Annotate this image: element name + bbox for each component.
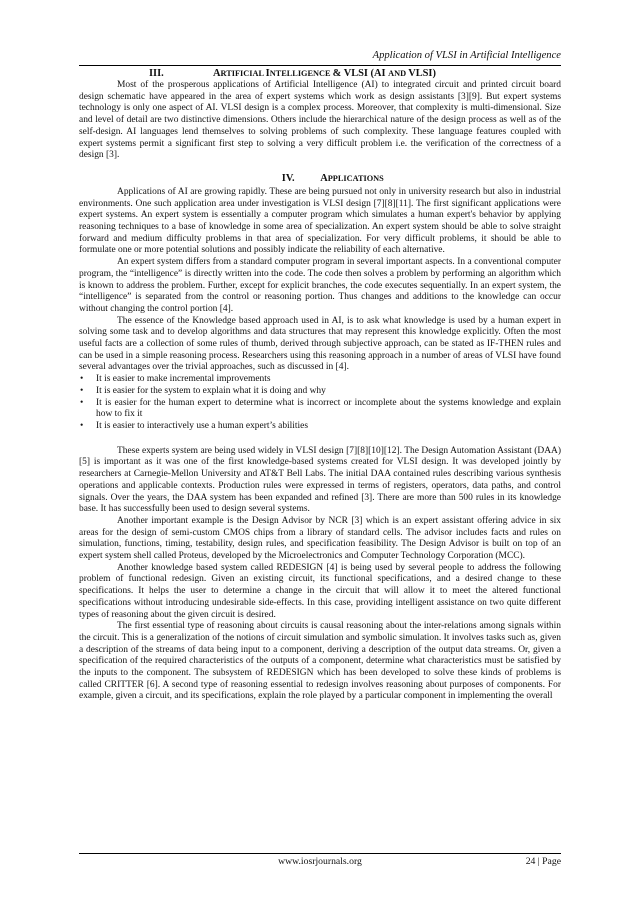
list-item: • It is easier for the system to explain what it is doing and why bbox=[80, 385, 326, 396]
section-4-heading bbox=[79, 172, 561, 185]
paragraph: Applications of AI are growing rapidly. These are being pursued not only in university research but also in industrial environments. One such application area under investigation is VLSI design [7][8][11]. The first significant applications were expert systems. An expert system is essentially a computer program which simulates a human expert's behavior by applying reasoning techniques to a base of knowledge in some area of specialization. An expert system should be able to solve straight forward and medium difficulty problems in that area of specialization. For very difficult problems, it should be able to formulate one or more potential solutions and possibly indicate the reliability of each alternative. bbox=[79, 186, 561, 256]
bullet-icon: • bbox=[80, 374, 84, 385]
paragraph: Another knowledge based system called REDESIGN [4] is being used by several people to address the following problem of functional redesign. Given an existing circuit, its functional specifications, and a desired change to these specifications. It helps the user to determine a change in the circuit that will allow it to meet the altered functional specifications without introducing undesirable side-effects. In this case, providing intelligent assistance on two quite different types of reasoning about the given circuit is desired. bbox=[79, 562, 561, 620]
paragraph: The first essential type of reasoning about circuits is causal reasoning about the inter-relations among signals within the circuit. This is a generalization of the notions of circuit simulation and symbolic simulation. It involves tasks such as, given a description of the streams of data being input to a component, deriving a description of the output data streams. Or, given a specification of the required characteristics of the outputs of a component, determine what characteristics must be satisfied by the inputs to the component. The subsystem of REDESIGN which has been developed to solve these kinds of problems is called CRITTER [6]. A second type of reasoning essential to redesign involves reasoning about purposes of components. For example, given a circuit, and its specifications, explain the role played by a particular component in implementing the overall bbox=[79, 621, 561, 702]
list-item: • It is easier to make incremental improvements bbox=[80, 374, 271, 385]
paragraph: The essence of the Knowledge based approach used in AI, is to ask what knowledge is used by a human expert in solving some task and to develop algorithms and data structures that may represent this knowledge explicitly. Often the most useful facts are a collection of some rules of thumb, derived through subjective approach, can be stated as IF-THEN rules and can be used in a simple reasoning process. Researchers using this reasoning approach in a number of areas of VLSI have found several advantages over the trivial approaches, such as discussed in [4]. bbox=[79, 315, 561, 373]
page-number: 24 | Page bbox=[525, 856, 561, 867]
section-title: ARTIFICIAL INTELLIGENCE & VLSI (AI AND VLSI) bbox=[213, 68, 436, 79]
section-title: APPLICATIONS bbox=[320, 172, 384, 184]
paragraph: An expert system differs from a standard computer program in several important aspects. In a conventional computer program, the “intelligence” is directly written into the code. The code then solves a problem by performing an algorithm which is known to address the problem. Further, except for explicit branches, the code executes sequentially. In an expert system, the “intelligence” is separated from the control or reasoning portion. Thus changes and additions to the knowledge can occur without changing the control portion [4]. bbox=[79, 257, 561, 314]
bullet-icon: • bbox=[80, 420, 84, 431]
section-number: IV. bbox=[281, 172, 295, 184]
bullet-icon: • bbox=[80, 385, 84, 396]
list-item: • It is easier for the human expert to determine what is incorrect or incomplete about the systems knowledge and explain how to fix it bbox=[80, 397, 561, 420]
footer-url[interactable]: www.iosrjournals.org bbox=[278, 856, 362, 867]
section-3-heading bbox=[149, 67, 561, 80]
paragraph: Another important example is the Design Advisor by NCR [3] which is an expert assistant offering advice in six areas for the design of semi-custom CMOS chips from a library of standard cells. The advisor includes facts and rules on simulation, functions, timing, testability, design rules, and specification feasibility. The Design Advisor is built on top of an expert system shell called Proteus, developed by the Microelectronics and Computer Technology Corporation (MCC). bbox=[79, 515, 561, 562]
paragraph: Most of the prosperous applications of Artificial Intelligence (AI) to integrated circuit and printed circuit board design schematic have appeared in the area of expert systems which work as design assistants [3][9]. But expert systems technology is only one aspect of AI. VLSI design is a complex process. Moreover, that complexity is multi-dimensional. Size and level of detail are two distinctive dimensions. Others include the hierarchical nature of the design process as well as of the self-design. AI languages lend themselves to solving problems of such complexity. These language features coupled with expert systems permit a significant first step to solving a very difficult problem i.e. the verification of the correctness of a design [3]. bbox=[79, 80, 561, 161]
advantages-list bbox=[79, 374, 561, 433]
body-text bbox=[79, 67, 561, 703]
bullet-icon: • bbox=[80, 397, 84, 408]
spacer bbox=[79, 433, 561, 446]
paragraph: These experts system are being used widely in VLSI design [7][8][10][12]. The Design Automation Assistant (DAA) [5] is important as it was one of the first knowledge-based systems created for VLSI design. It was developed jointly by researchers at Carnegie-Mellon University and AT&T Bell Labs. The initial DAA contained rules describing various synthesis operations and applicable contexts. Production rules were expressed in terms of registers, operators, data paths, and control signals. Over the years, the DAA system has been expanded and refined [3]. There are more than 500 rules in its knowledge base. It has successfully been used to design several systems. bbox=[79, 445, 561, 515]
section-number: III. bbox=[149, 68, 164, 79]
running-header: Application of VLSI in Artificial Intelligence bbox=[372, 50, 561, 61]
list-item: • It is easier to interactively use a human expert’s abilities bbox=[80, 420, 309, 431]
header-rule bbox=[79, 65, 561, 66]
footer-rule bbox=[79, 853, 561, 854]
